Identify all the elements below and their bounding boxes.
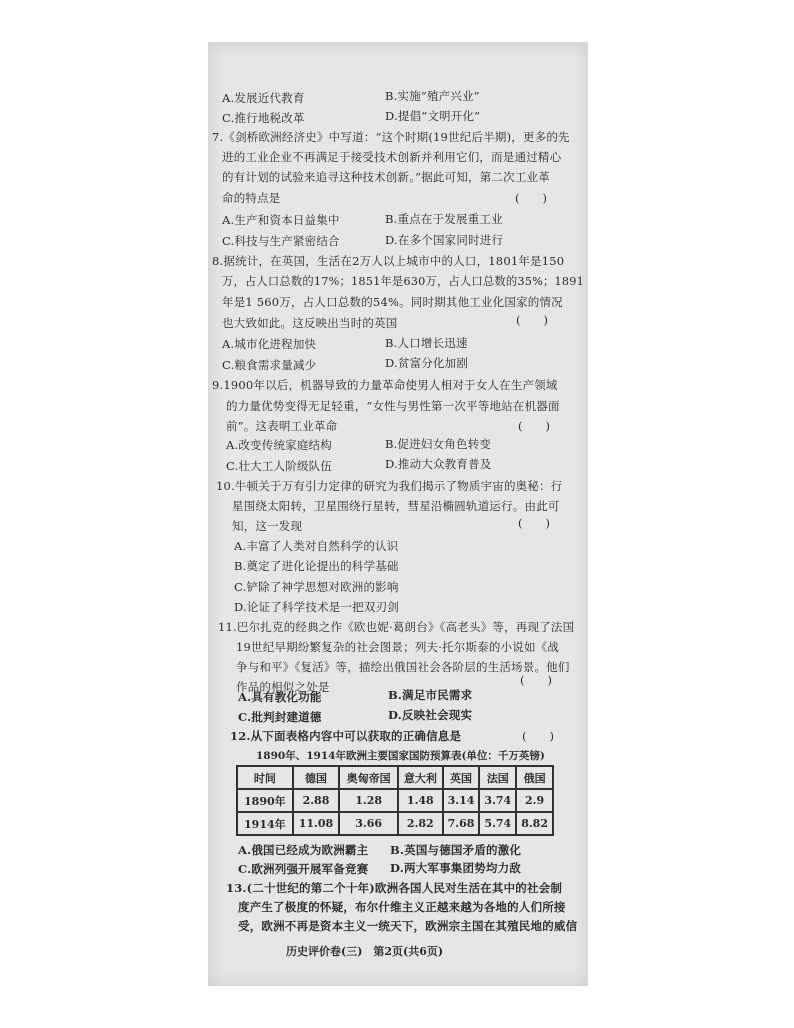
q8-option-d: D.贫富分化加剧 <box>385 356 469 370</box>
q10-option-d: D.论证了科学技术是一把双刃剑 <box>234 600 399 614</box>
q7-stem-line2: 进的工业企业不再满足于接受技术创新并利用它们，而是通过精心 <box>222 150 562 164</box>
table-cell: 3.14 <box>443 789 480 812</box>
table-cell: 1890年 <box>237 789 293 812</box>
q8-option-a: A.城市化进程加快 <box>222 337 317 351</box>
q10-stem-line1: 10.牛顿关于万有引力定律的研究为我们揭示了物质宇宙的奥秘：行 <box>216 479 563 493</box>
q10-stem-line3: 知，这一发现 <box>232 519 303 533</box>
q10-stem-line2: 星围绕太阳转，卫星围绕行星转，彗星沿椭圆轨道运行。由此可 <box>232 499 560 513</box>
q11-option-c: C.批判封建道德 <box>238 710 322 724</box>
table-cell: 2.82 <box>398 812 443 835</box>
q9-stem-line3: 前”。这表明工业革命 <box>226 419 338 433</box>
q8-option-b: B.人口增长迅速 <box>385 336 468 350</box>
q9-stem-line1: 9.1900年以后，机器导致的力量革命使男人相对于女人在生产领域 <box>212 378 558 392</box>
q11-stem-line3: 争与和平》《复活》等，描绘出俄国社会各阶层的生活场景。他们 <box>236 660 570 674</box>
q12-answer-paren: ( ) <box>522 729 554 743</box>
q13-stem-line2: 度产生了极度的怀疑，布尔什维主义正越来越为各地的人们所接 <box>238 900 566 914</box>
table-cell: 3.66 <box>339 812 398 835</box>
q9-option-c: C.壮大工人阶级队伍 <box>226 459 333 473</box>
table-header-cell: 俄国 <box>516 766 553 789</box>
table-header-cell: 意大利 <box>398 766 443 789</box>
q11-stem-line4: 作品的相似之处是 <box>236 680 330 694</box>
table-row <box>237 812 553 835</box>
q8-answer-paren: ( ) <box>516 313 548 327</box>
q8-option-c: C.粮食需求量减少 <box>222 358 317 372</box>
table-cell: 8.82 <box>516 812 553 835</box>
q12-option-c: C.欧洲列强开展军备竞赛 <box>238 862 369 876</box>
table-cell: 5.74 <box>479 812 516 835</box>
q8-stem-line2: 万，占人口总数的17%；1851年是630万，占人口总数的35%；1891 <box>222 274 585 288</box>
table-cell: 1.28 <box>339 789 398 812</box>
q11-option-a: A.具有教化功能 <box>238 690 322 704</box>
q6-option-b: B.实施“殖产兴业” <box>385 89 480 103</box>
q10-option-b: B.奠定了进化论提出的科学基础 <box>234 559 399 573</box>
table-cell: 3.74 <box>479 789 516 812</box>
q7-option-d: D.在多个国家同时进行 <box>385 233 504 247</box>
q10-option-a: A.丰富了人类对自然科学的认识 <box>234 539 399 553</box>
q8-stem-line3: 年是1 560万，占人口总数的54%。同时期其他工业化国家的情况 <box>222 295 563 309</box>
table-cell: 1.48 <box>398 789 443 812</box>
table-header-row <box>237 766 553 789</box>
table-header-cell: 英国 <box>443 766 480 789</box>
q9-option-b: B.促进妇女角色转变 <box>385 437 492 451</box>
q8-stem-line4: 也大致如此。这反映出当时的英国 <box>222 316 398 330</box>
q8-stem-line1: 8.据统计，在英国，生活在2万人以上城市中的人口，1801年是150 <box>212 254 565 268</box>
q9-option-a: A.改变传统家庭结构 <box>226 438 332 452</box>
table-cell: 2.88 <box>293 789 340 812</box>
q9-stem-line2: 的力量优势变得无足轻重，“女性与男性第一次平等地站在机器面 <box>226 399 560 413</box>
q12-table-caption: 1890年、1914年欧洲主要国家国防预算表(单位：千万英镑) <box>256 750 545 762</box>
page-footer: 历史评价卷(三) 第2页(共6页) <box>286 945 444 958</box>
table-header-cell: 德国 <box>293 766 340 789</box>
table-cell: 1914年 <box>237 812 293 835</box>
q7-stem-line3: 的有计划的试验来追寻这种技术创新。”据此可知，第二次工业革 <box>222 170 550 184</box>
q6-option-d: D.提倡“文明开化” <box>385 109 481 123</box>
q11-stem-line1: 11.巴尔扎克的经典之作《欧也妮·葛朗台》《高老头》等，再现了法国 <box>218 620 575 634</box>
defense-budget-table <box>236 765 554 836</box>
q12-option-d: D.两大军事集团势均力敌 <box>390 861 521 875</box>
q7-option-a: A.生产和资本日益集中 <box>222 213 340 227</box>
q7-stem-line1: 7.《剑桥欧洲经济史》中写道：“这个时期(19世纪后半期)，更多的先 <box>212 130 570 144</box>
q6-option-c: C.推行地税改革 <box>222 111 305 125</box>
q13-stem-line3: 受，欧洲不再是资本主义一统天下，欧洲宗主国在其殖民地的威信 <box>238 919 578 933</box>
q6-option-a: A.发展近代教育 <box>222 91 305 105</box>
q13-stem-line1: 13.(二十世纪的第二个十年)欧洲各国人民对生活在其中的社会制 <box>226 881 563 895</box>
table-row <box>237 789 553 812</box>
table-header-cell: 法国 <box>479 766 516 789</box>
q11-stem-line2: 19世纪早期纷繁复杂的社会图景；列夫·托尔斯泰的小说如《战 <box>236 640 560 654</box>
table-header-cell: 时间 <box>237 766 293 789</box>
q9-answer-paren: ( ) <box>518 419 550 433</box>
q11-option-d: D.反映社会现实 <box>388 708 473 722</box>
q9-option-d: D.推动大众教育普及 <box>385 457 492 471</box>
q12-stem: 12.从下面表格内容中可以获取的正确信息是 <box>230 729 462 743</box>
q12-option-b: B.英国与德国矛盾的激化 <box>390 843 522 857</box>
q10-answer-paren: ( ) <box>518 516 550 530</box>
q10-option-c: C.铲除了神学思想对欧洲的影响 <box>234 580 399 594</box>
q11-option-b: B.满足市民需求 <box>388 688 473 702</box>
q7-stem-line4: 命的特点是 <box>222 191 281 205</box>
q7-answer-paren: ( ) <box>515 191 547 205</box>
table-cell: 11.08 <box>293 812 340 835</box>
q7-option-b: B.重点在于发展重工业 <box>385 212 503 226</box>
q7-option-c: C.科技与生产紧密结合 <box>222 234 340 248</box>
table-cell: 7.68 <box>443 812 480 835</box>
table-header-cell: 奥匈帝国 <box>339 766 398 789</box>
q12-option-a: A.俄国已经成为欧洲霸主 <box>238 843 369 857</box>
table-cell: 2.9 <box>516 789 553 812</box>
q11-answer-paren: ( ) <box>520 673 552 687</box>
